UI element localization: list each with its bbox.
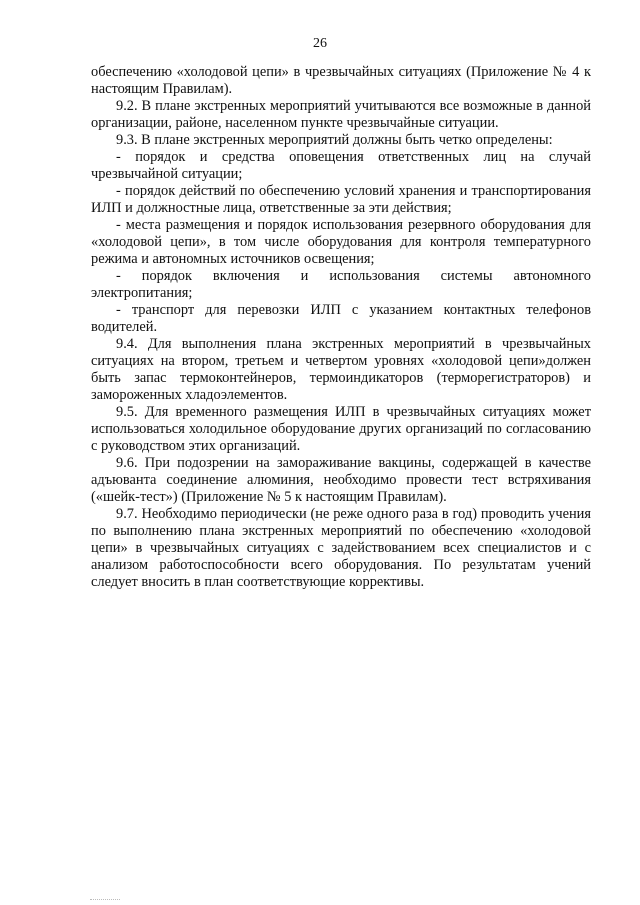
list-item-storage-procedure: - порядок действий по обеспечению условий хранения и транспортирования ИЛП и должностные лица, ответственные за эти действия; xyxy=(91,183,591,216)
paragraph-9-7: 9.7. Необходимо периодически (не реже одного раза в год) проводить учения по выполнению плана экстренных мероприятий по обеспечению «холодовой цепи» в чрезвычайных ситуациях с задействованием всех специалистов и с анализом работоспособности всего оборудования. По результатам учений следует вносить в план соответствующие коррективы. xyxy=(91,506,591,590)
paragraph-9-4: 9.4. Для выполнения плана экстренных мероприятий в чрезвычайных ситуациях на втором, третьем и четвертом уровнях «холодовой цепи»должен быть запас термоконтейнеров, термоиндикаторов (терморегистраторов) и замороженных хладоэлементов. xyxy=(91,336,591,403)
paragraph-9-6: 9.6. При подозрении на замораживание вакцины, содержащей в качестве адъюванта соединение алюминия, необходимо провести тест встряхивания («шейк-тест») (Приложение № 5 к настоящим Правилам). xyxy=(91,455,591,505)
page-number: 26 xyxy=(313,36,327,51)
document-body xyxy=(91,64,591,591)
list-item-transport: - транспорт для перевозки ИЛП с указанием контактных телефонов водителей. xyxy=(91,302,591,335)
paragraph-continuation: обеспечению «холодовой цепи» в чрезвычайных ситуациях (Приложение № 4 к настоящим Правилам). xyxy=(91,64,591,97)
list-item-power-supply: - порядок включения и использования системы автономного электропитания; xyxy=(91,268,591,301)
list-item-notification: - порядок и средства оповещения ответственных лиц на случай чрезвычайной ситуации; xyxy=(91,149,591,182)
scan-footer-mark xyxy=(90,899,120,902)
list-item-backup-equipment: - места размещения и порядок использования резервного оборудования для «холодовой цепи», в том числе оборудования для контроля температурного режима и автономных источников освещения; xyxy=(91,217,591,267)
paragraph-9-3: 9.3. В плане экстренных мероприятий должны быть четко определены: xyxy=(116,132,553,148)
paragraph-9-2: 9.2. В плане экстренных мероприятий учитываются все возможные в данной организации, районе, населенном пункте чрезвычайные ситуации. xyxy=(91,98,591,131)
paragraph-9-5: 9.5. Для временного размещения ИЛП в чрезвычайных ситуациях может использоваться холодильное оборудование других организаций по согласованию с руководством этих организаций. xyxy=(91,404,591,454)
